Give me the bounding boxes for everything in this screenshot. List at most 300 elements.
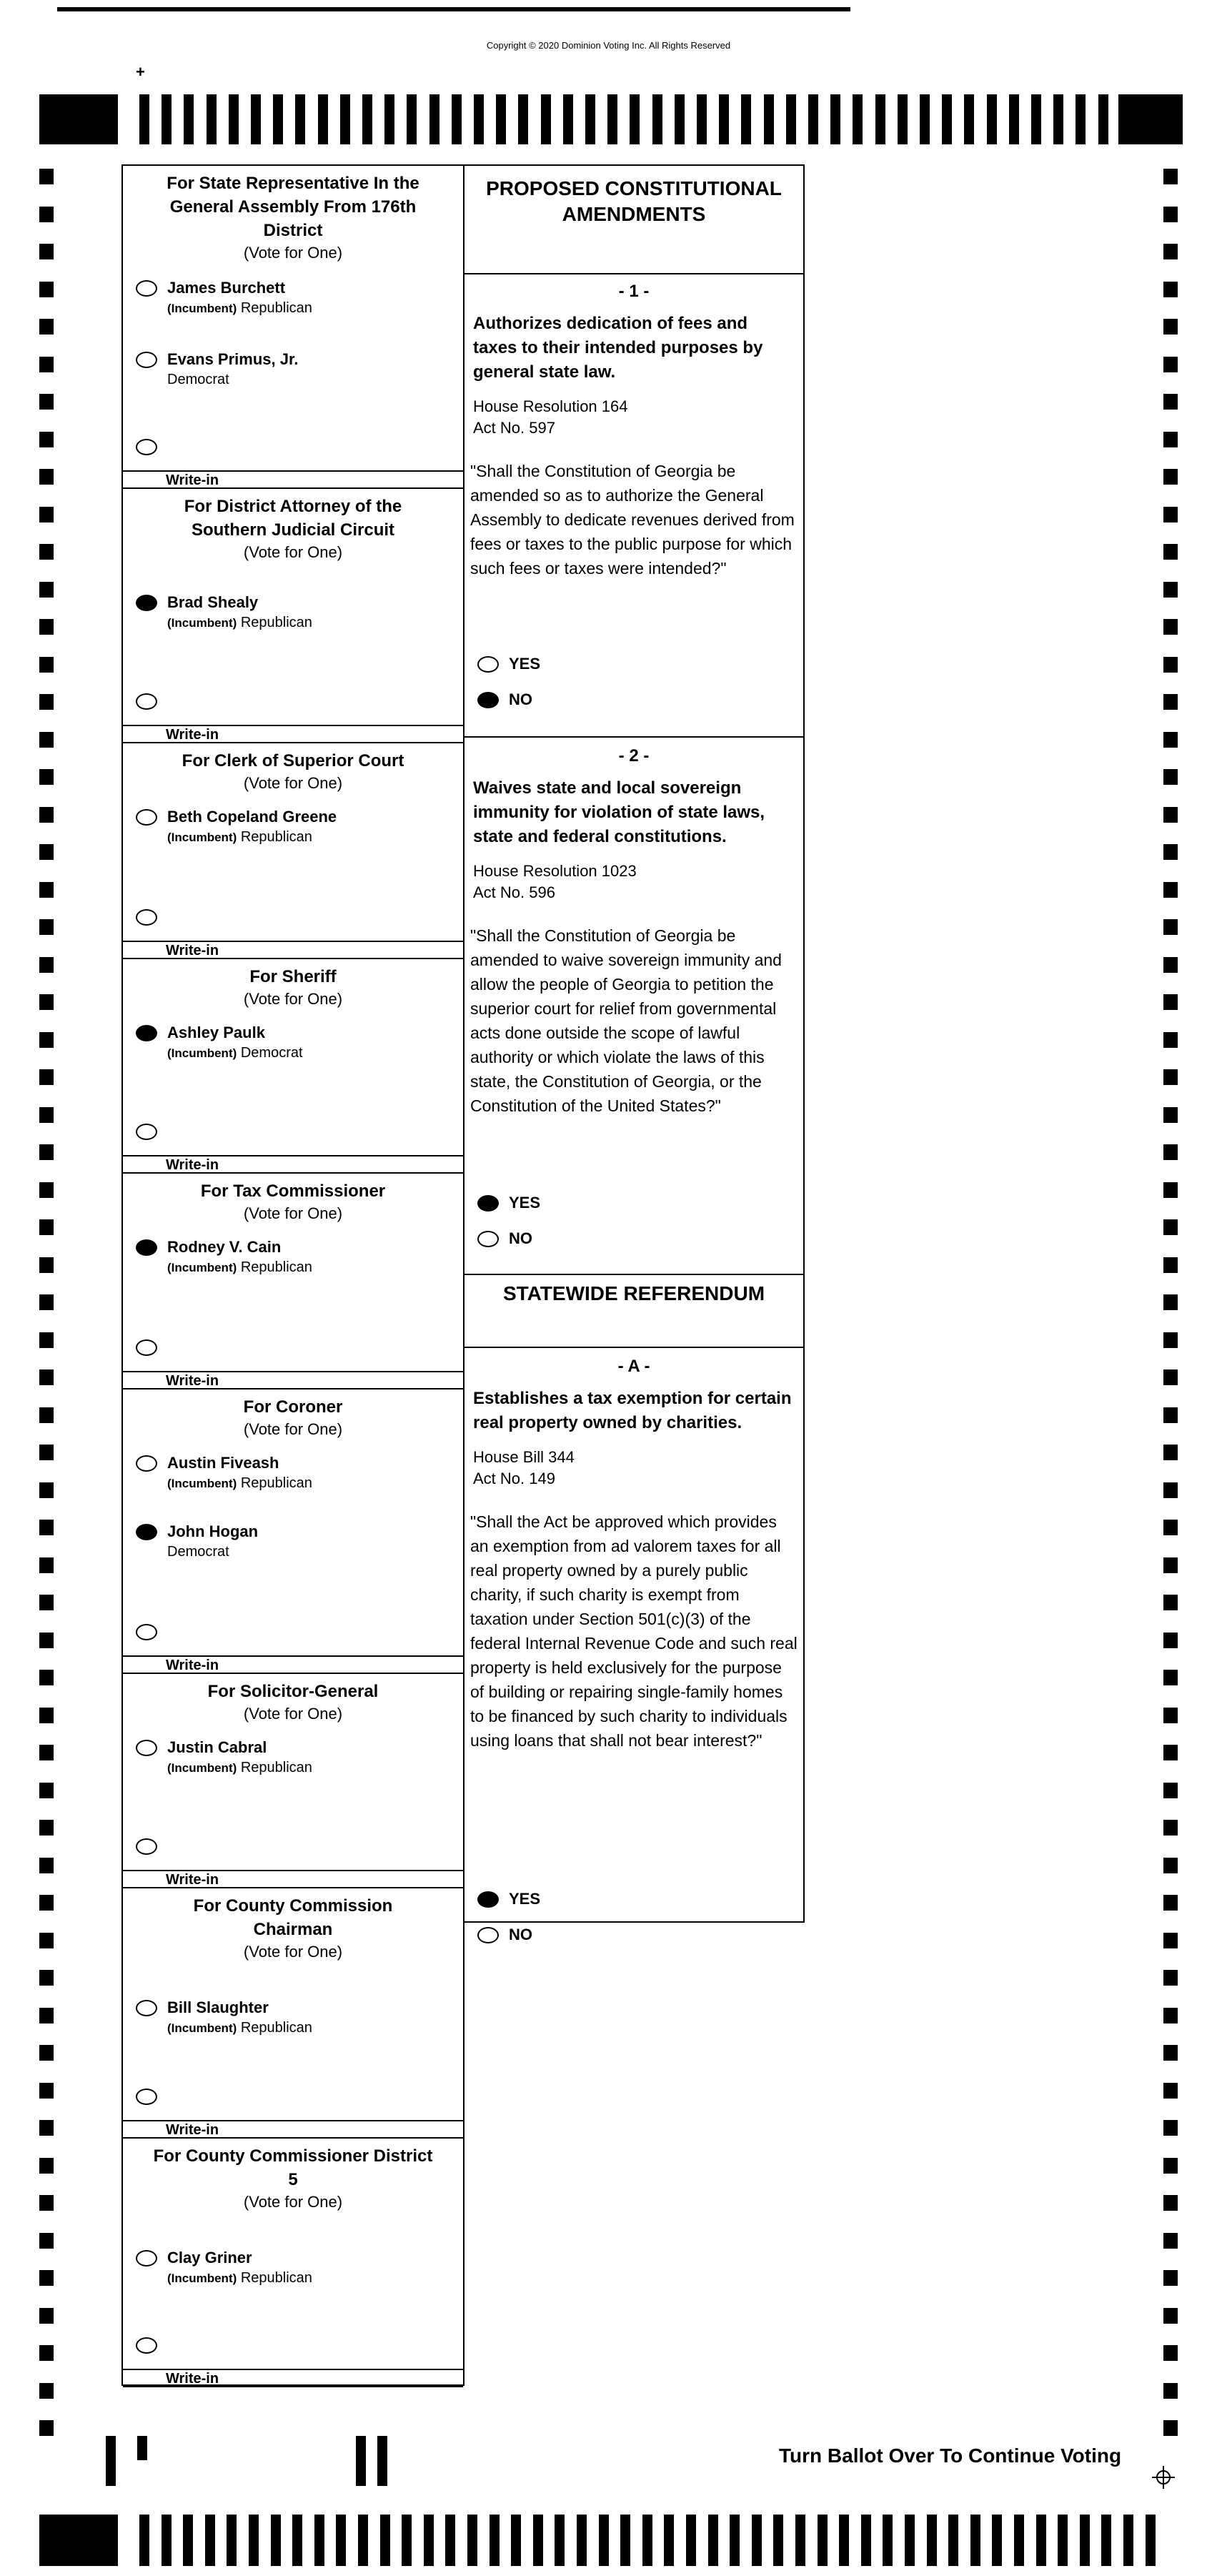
timing-track-mark [39, 2120, 54, 2136]
race-title: For Tax Commissioner [200, 1182, 386, 1201]
timing-track-mark [39, 1745, 54, 1760]
timing-track-mark [1163, 694, 1178, 710]
timing-tick [518, 94, 528, 144]
question-act-number: Act No. 149 [473, 1470, 555, 1487]
candidate-oval[interactable] [136, 2000, 157, 2016]
timing-tick [630, 94, 640, 144]
timing-block [39, 2515, 118, 2566]
question-summary: Waives state and local sovereign immunity for violation of state laws, state and federal constitutions. [473, 778, 765, 846]
incumbent-label: (Incumbent) [167, 1477, 237, 1490]
timing-track-mark [1163, 207, 1178, 222]
timing-track-mark [39, 507, 54, 522]
timing-track-mark [1163, 2383, 1178, 2399]
timing-track-mark [39, 732, 54, 748]
timing-tick [1123, 2515, 1133, 2566]
timing-tick [229, 94, 239, 144]
timing-track-mark [1163, 1670, 1178, 1685]
timing-track-mark [1163, 1595, 1178, 1610]
candidate-oval[interactable] [136, 595, 157, 611]
incumbent-label: (Incumbent) [167, 302, 237, 315]
option-oval[interactable] [477, 1891, 499, 1908]
option-oval[interactable] [477, 656, 499, 673]
timing-tick [719, 94, 729, 144]
timing-track-mark [39, 1858, 54, 1873]
race-box [123, 1674, 463, 1888]
question-summary: Establishes a tax exemption for certain real property owned by charities. [473, 1389, 792, 1432]
timing-track-mark [39, 2270, 54, 2286]
vote-for-instruction: (Vote for One) [243, 2193, 343, 2211]
timing-track-mark [39, 2008, 54, 2023]
timing-tick [905, 2515, 915, 2566]
party-label: Republican [240, 1259, 312, 1275]
timing-tick [818, 2515, 828, 2566]
timing-tick [336, 2515, 346, 2566]
incumbent-label: (Incumbent) [167, 1046, 237, 1060]
vote-for-instruction: (Vote for One) [243, 1204, 343, 1222]
amendments-column [463, 164, 805, 1943]
timing-tick [1014, 2515, 1024, 2566]
timing-tick [1146, 2515, 1156, 2566]
timing-track-mark [1163, 2008, 1178, 2023]
timing-track-mark [39, 1708, 54, 1723]
timing-tick [577, 2515, 587, 2566]
timing-track-mark [39, 2383, 54, 2399]
timing-track-mark [1163, 1557, 1178, 1573]
timing-track-mark [1163, 957, 1178, 973]
race-title: For County Commission Chairman [193, 1896, 393, 1939]
timing-tick [752, 2515, 762, 2566]
write-in-oval[interactable] [136, 2337, 157, 2354]
question-box [465, 738, 803, 1275]
timing-track-mark [1163, 2120, 1178, 2136]
candidate-oval[interactable] [136, 809, 157, 826]
candidate-oval[interactable] [136, 1740, 157, 1756]
timing-tick [429, 94, 439, 144]
question-text: "Shall the Constitution of Georgia be amended so as to authorize the General Assembly to dedicate revenues derived from fees or taxes to the public purpose for which such fees or taxes were intended?" [470, 462, 795, 578]
candidate-party [167, 1544, 229, 1560]
timing-track-mark [39, 1294, 54, 1310]
candidate-oval[interactable] [136, 1524, 157, 1540]
timing-track-mark [1163, 1445, 1178, 1460]
write-in-oval[interactable] [136, 1624, 157, 1640]
timing-tick [314, 2515, 324, 2566]
timing-tick [555, 2515, 565, 2566]
timing-track-mark [39, 919, 54, 935]
question-reference: House Resolution 164 [473, 397, 628, 415]
timing-track-mark [39, 1219, 54, 1235]
timing-track-mark [1163, 807, 1178, 823]
question-number: - A - [617, 1357, 650, 1376]
candidate-oval[interactable] [136, 280, 157, 297]
party-label: Republican [240, 2020, 312, 2036]
race-title: For Clerk of Superior Court [182, 751, 404, 771]
timing-tick [541, 94, 551, 144]
candidate-oval[interactable] [136, 1455, 157, 1472]
timing-track-mark [39, 244, 54, 259]
timing-tick [1080, 2515, 1090, 2566]
candidate-name: John Hogan [167, 1522, 259, 1540]
timing-track-mark [39, 1257, 54, 1273]
timing-tick [205, 2515, 215, 2566]
timing-track-mark [39, 2158, 54, 2174]
vote-for-instruction: (Vote for One) [243, 244, 343, 262]
candidate-name: Justin Cabral [167, 1738, 267, 1756]
timing-track-mark [39, 769, 54, 785]
timing-tick [697, 94, 707, 144]
race-title: For County Commissioner District 5 [153, 2146, 433, 2189]
timing-track-mark [39, 357, 54, 372]
timing-track-mark [1163, 1069, 1178, 1085]
timing-track-mark [1163, 1520, 1178, 1535]
incumbent-label: (Incumbent) [167, 1761, 237, 1775]
timing-track-mark [39, 1144, 54, 1160]
write-in-label: Write-in [123, 1155, 463, 1172]
timing-tick [183, 2515, 193, 2566]
write-in-oval[interactable] [136, 2089, 157, 2105]
timing-tick [496, 94, 506, 144]
option-label: YES [509, 655, 541, 673]
timing-track-mark [39, 319, 54, 335]
timing-tick [970, 2515, 980, 2566]
timing-tick [686, 2515, 696, 2566]
timing-track-mark [1163, 1820, 1178, 1836]
candidate-name: Rodney V. Cain [167, 1238, 282, 1256]
timing-track-mark [1163, 1369, 1178, 1385]
timing-track-mark [39, 1783, 54, 1798]
timing-tick [251, 94, 261, 144]
race-box [123, 1174, 463, 1389]
question-summary: Authorizes dedication of fees and taxes to their intended purposes by general state law. [473, 314, 763, 382]
timing-tick [563, 94, 573, 144]
timing-track-mark [39, 207, 54, 222]
candidate-party [167, 1045, 303, 1061]
timing-track-mark [39, 2045, 54, 2061]
write-in-oval[interactable] [136, 1838, 157, 1855]
timing-tick [318, 94, 328, 144]
race-box [123, 2139, 463, 2387]
timing-track-mark [1163, 1219, 1178, 1235]
timing-track-mark [1163, 1182, 1178, 1198]
timing-track-mark [39, 169, 54, 184]
option-label: NO [509, 1229, 532, 1247]
write-in-oval[interactable] [136, 1124, 157, 1140]
race-title: For Coroner [243, 1397, 343, 1417]
timing-track-mark [1163, 1257, 1178, 1273]
vote-for-instruction: (Vote for One) [243, 1943, 343, 1961]
timing-tick [445, 2515, 455, 2566]
timing-tick [1143, 94, 1153, 144]
party-label: Democrat [240, 1045, 303, 1061]
candidate-party [167, 1475, 312, 1492]
candidate-party [167, 372, 229, 388]
bottom-id-mark [106, 2436, 116, 2486]
timing-track-mark [1163, 1144, 1178, 1160]
candidate-name: Bill Slaughter [167, 1998, 269, 2016]
copyright-notice: Copyright © 2020 Dominion Voting Inc. All Rights Reserved [486, 40, 731, 51]
timing-track-mark [39, 657, 54, 673]
timing-tick [942, 94, 952, 144]
timing-track-mark [1163, 1858, 1178, 1873]
timing-track-mark [1163, 282, 1178, 297]
timing-tick [162, 94, 172, 144]
timing-track-mark [39, 844, 54, 860]
timing-tick [511, 2515, 521, 2566]
timing-track-mark [1163, 469, 1178, 485]
top-rule [57, 7, 850, 11]
race-box [123, 743, 463, 959]
timing-tick [620, 2515, 630, 2566]
timing-tick [249, 2515, 259, 2566]
timing-track-mark [39, 1182, 54, 1198]
option-label: NO [509, 1926, 532, 1943]
timing-track-mark [1163, 507, 1178, 522]
timing-block [39, 94, 118, 144]
write-in-oval[interactable] [136, 909, 157, 926]
timing-track-mark [39, 394, 54, 410]
write-in-label: Write-in [123, 725, 463, 742]
timing-track-mark [1163, 2045, 1178, 2061]
timing-track-mark [39, 1032, 54, 1048]
candidate-name: Austin Fiveash [167, 1454, 279, 1472]
timing-track-mark [39, 807, 54, 823]
timing-track-mark [1163, 1633, 1178, 1648]
option-oval[interactable] [477, 1195, 499, 1212]
option-label: YES [509, 1890, 541, 1908]
timing-tick [883, 2515, 893, 2566]
timing-tick [987, 94, 997, 144]
timing-track-mark [39, 1107, 54, 1123]
write-in-label: Write-in [123, 2369, 463, 2386]
party-label: Republican [240, 829, 312, 845]
write-in-oval[interactable] [136, 693, 157, 710]
timing-tick [139, 2515, 149, 2566]
timing-tick [861, 2515, 871, 2566]
timing-tick [380, 2515, 390, 2566]
candidate-party [167, 1259, 312, 1276]
incumbent-label: (Incumbent) [167, 2272, 237, 2285]
timing-track-mark [1163, 544, 1178, 560]
timing-track-mark [1163, 2233, 1178, 2249]
timing-track-mark [1163, 1294, 1178, 1310]
timing-track-mark [1163, 2420, 1178, 2436]
timing-track-mark [1163, 169, 1178, 184]
timing-tick [1098, 94, 1108, 144]
timing-track-mark [1163, 844, 1178, 860]
timing-track-mark [1163, 882, 1178, 898]
timing-tick [1031, 94, 1041, 144]
question-text: "Shall the Constitution of Georgia be amended to waive sovereign immunity and allow the people of Georgia to petition the superior court for relief from governmental acts done outside the scope of lawful authority or which violate the laws of this state, the Constitution of Georgia, or the Constitution of the United States?" [470, 926, 782, 1115]
timing-track-mark [1163, 2270, 1178, 2286]
timing-tick [741, 94, 751, 144]
timing-tick [764, 94, 774, 144]
timing-tick [875, 94, 885, 144]
timing-tick [362, 94, 372, 144]
option-oval[interactable] [477, 692, 499, 708]
timing-tick [898, 94, 908, 144]
timing-tick [384, 94, 394, 144]
timing-tick [795, 2515, 805, 2566]
candidate-party [167, 2270, 312, 2287]
races-column [121, 164, 465, 2386]
question-act-number: Act No. 597 [473, 419, 555, 437]
timing-track-mark [1163, 919, 1178, 935]
timing-track-mark [1163, 394, 1178, 410]
timing-track-mark [39, 1820, 54, 1836]
timing-tick [1101, 2515, 1111, 2566]
timing-tick [340, 94, 350, 144]
timing-tick [585, 94, 595, 144]
question-act-number: Act No. 596 [473, 883, 555, 901]
timing-track-mark [39, 1933, 54, 1948]
timing-tick [227, 2515, 237, 2566]
incumbent-label: (Incumbent) [167, 1261, 237, 1274]
candidate-name: Brad Shealy [167, 593, 259, 611]
write-in-label: Write-in [123, 1371, 463, 1388]
timing-track-mark [39, 2308, 54, 2324]
incumbent-label: (Incumbent) [167, 2021, 237, 2035]
write-in-oval[interactable] [136, 439, 157, 455]
party-label: Republican [240, 300, 312, 316]
timing-track-mark [1163, 1032, 1178, 1048]
write-in-label: Write-in [123, 1870, 463, 1887]
timing-tick [490, 2515, 500, 2566]
timing-tick [162, 2515, 172, 2566]
party-label: Democrat [167, 1544, 229, 1560]
timing-track-mark [1163, 2083, 1178, 2099]
question-reference: House Resolution 1023 [473, 862, 637, 880]
timing-track-mark [39, 1670, 54, 1685]
race-title: For District Attorney of the Southern Judicial Circuit [184, 497, 402, 540]
candidate-oval[interactable] [136, 1025, 157, 1041]
timing-tick [1036, 2515, 1046, 2566]
question-box [465, 1348, 803, 1943]
race-title: For Sheriff [249, 967, 337, 986]
timing-tick [839, 2515, 849, 2566]
timing-track-mark [1163, 2308, 1178, 2324]
timing-tick [1076, 94, 1086, 144]
race-box [123, 1888, 463, 2139]
candidate-party [167, 1760, 312, 1776]
timing-tick [474, 94, 484, 144]
vote-for-instruction: (Vote for One) [243, 543, 343, 561]
timing-track-mark [1163, 732, 1178, 748]
option-label: YES [509, 1194, 541, 1212]
option-oval[interactable] [477, 1231, 499, 1247]
candidate-name: Ashley Paulk [167, 1024, 265, 1041]
timing-track-mark [39, 2083, 54, 2099]
timing-tick [708, 2515, 718, 2566]
write-in-label: Write-in [123, 2120, 463, 2137]
timing-tick [207, 94, 217, 144]
question-reference: House Bill 344 [473, 1448, 575, 1466]
party-label: Democrat [167, 372, 229, 387]
candidate-oval[interactable] [136, 2250, 157, 2267]
option-oval[interactable] [477, 1927, 499, 1943]
timing-tick [830, 94, 840, 144]
write-in-label: Write-in [123, 1655, 463, 1673]
timing-tick [139, 94, 149, 144]
timing-track-mark [1163, 1895, 1178, 1911]
timing-tick [184, 94, 194, 144]
vote-for-instruction: (Vote for One) [243, 1420, 343, 1438]
timing-track-mark [1163, 1708, 1178, 1723]
bottom-timing-bar [39, 2515, 1168, 2566]
timing-tick [467, 2515, 477, 2566]
timing-tick [1121, 94, 1131, 144]
race-title: For State Representative In the General Assembly From 176th District [167, 174, 419, 240]
timing-tick [407, 94, 417, 144]
write-in-label: Write-in [123, 470, 463, 487]
vote-for-instruction: (Vote for One) [243, 990, 343, 1008]
timing-track-mark [1163, 1107, 1178, 1123]
race-box [123, 1389, 463, 1674]
timing-track-mark [1163, 319, 1178, 335]
incumbent-label: (Incumbent) [167, 616, 237, 630]
timing-tick [642, 2515, 652, 2566]
timing-track-mark [39, 1633, 54, 1648]
candidate-party [167, 615, 312, 631]
timing-track-mark [1163, 2158, 1178, 2174]
timing-track-mark [1163, 1933, 1178, 1948]
candidate-name: Beth Copeland Greene [167, 808, 337, 826]
timing-track-mark [39, 432, 54, 447]
timing-track-mark [1163, 1745, 1178, 1760]
timing-track-mark [39, 469, 54, 485]
top-timing-bar [39, 94, 1183, 144]
timing-track-mark [39, 1369, 54, 1385]
candidate-oval[interactable] [136, 1239, 157, 1256]
timing-track-mark [1163, 2195, 1178, 2211]
timing-track-mark [39, 1970, 54, 1986]
vote-for-instruction: (Vote for One) [243, 1705, 343, 1723]
referendum-header: STATEWIDE REFERENDUM [465, 1275, 803, 1348]
question-number: - 1 - [618, 282, 650, 301]
timing-track-mark [1163, 1482, 1178, 1498]
timing-tick [607, 94, 617, 144]
timing-track-mark [39, 694, 54, 710]
timing-tick [424, 2515, 434, 2566]
write-in-oval[interactable] [136, 1339, 157, 1356]
timing-tick [675, 94, 685, 144]
question-number: - 2 - [618, 746, 650, 766]
timing-tick [273, 94, 283, 144]
timing-track-mark [39, 1895, 54, 1911]
party-label: Republican [240, 615, 312, 630]
timing-tick [402, 2515, 412, 2566]
timing-track-mark [39, 282, 54, 297]
timing-track-mark [1163, 1970, 1178, 1986]
party-label: Republican [240, 1760, 312, 1775]
timing-track-mark [39, 1557, 54, 1573]
timing-track-mark [39, 1445, 54, 1460]
question-text: "Shall the Act be approved which provides an exemption from ad valorem taxes for all real property owned by a purely public charity, if such charity is exempt from taxation under Section 501(c)(3) of the federal Internal Revenue Code and such real property is held exclusively for the purpose of building or repairing single-family homes to be financed by such charity to individuals using loans that shall not bear interest?" [470, 1512, 798, 1750]
race-box [123, 166, 463, 489]
race-box [123, 489, 463, 743]
timing-track-mark [1163, 619, 1178, 635]
timing-track-mark [39, 957, 54, 973]
timing-tick [292, 2515, 302, 2566]
party-label: Republican [240, 2270, 312, 2286]
timing-track-mark [39, 1407, 54, 1423]
timing-track-mark [39, 1482, 54, 1498]
timing-track-mark [1163, 2345, 1178, 2361]
candidate-oval[interactable] [136, 352, 157, 368]
registration-mark: + [136, 63, 145, 81]
timing-track-mark [1163, 1332, 1178, 1348]
timing-tick [533, 2515, 543, 2566]
timing-track-mark [1163, 1407, 1178, 1423]
timing-track-mark [39, 2420, 54, 2436]
